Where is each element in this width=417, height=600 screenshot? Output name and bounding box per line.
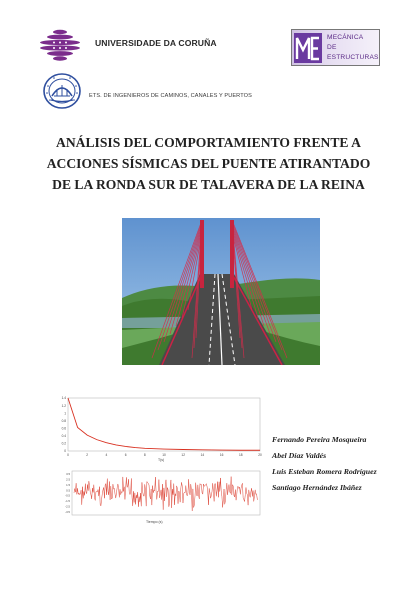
chart2-y-tick: -2.5: [65, 504, 70, 509]
ets-seal-icon: [42, 72, 82, 110]
chart2-x-label: Tiempo (s): [146, 520, 163, 524]
chart1-series-line: [68, 398, 260, 450]
chart1-y-tick: 1.4: [61, 396, 66, 401]
bridge-render-image: [122, 218, 320, 365]
chart1-x-tick: 6: [124, 453, 127, 457]
author-4: Santiago Hernández Ibáñez: [272, 483, 362, 492]
author-1: Fernando Pereira Mosqueira: [272, 435, 367, 444]
chart1-y-tick: 1.2: [61, 403, 66, 408]
university-name: UNIVERSIDADE DA CORUÑA: [95, 38, 217, 48]
chart1-x-tick: 0: [67, 453, 69, 457]
chart2-y-tick: 2.5: [66, 477, 70, 482]
me-logo-line-1: MECÁNICA: [327, 34, 364, 41]
chart1-x-tick: 20: [258, 453, 262, 457]
title-line-3: DE LA RONDA SUR DE TALAVERA DE LA REINA: [52, 177, 365, 192]
chart1-x-tick: 16: [219, 453, 224, 457]
chart2-y-tick: 0.5: [66, 488, 70, 493]
document-title: [20, 132, 397, 195]
chart1-x-tick: 4: [105, 453, 108, 457]
chart1-x-tick: 14: [200, 453, 205, 457]
me-logo: [291, 29, 380, 66]
me-logo-line-2: DE: [327, 44, 337, 51]
chart1-y-tick: 0.6: [61, 426, 66, 431]
chart1-y-tick: 1: [64, 411, 66, 416]
title-line-2: ACCIONES SÍSMICAS DEL PUENTE ATIRANTADO: [46, 156, 371, 171]
school-name: ETS. DE INGENIEROS DE CAMINOS, CANALES Y PUERTOS: [89, 93, 252, 99]
me-logo-line-3: ESTRUCTURAS: [327, 54, 379, 61]
accelerogram-chart: [60, 469, 263, 525]
author-3: Luis Esteban Romera Rodríguez: [272, 467, 377, 476]
title-line-1: ANÁLISIS DEL COMPORTAMIENTO FRENTE A: [56, 135, 361, 150]
chart1-frame: [68, 398, 260, 451]
udc-logo-icon: [38, 26, 82, 62]
chart2-y-tick: 1.5: [66, 482, 70, 487]
chart1-y-tick: 0.2: [61, 441, 66, 446]
author-list: [272, 435, 377, 499]
me-logo-icon: [294, 33, 322, 63]
chart1-x-tick: 2: [86, 453, 89, 457]
chart2-y-tick: -0.5: [65, 493, 70, 498]
chart2-series-line: [74, 477, 258, 511]
chart1-x-tick: 18: [239, 453, 243, 457]
chart1-x-label: T(s): [158, 458, 165, 462]
chart1-y-tick: 0.8: [61, 418, 66, 423]
chart2-y-tick: -3.5: [65, 510, 70, 514]
chart1-x-tick: 10: [162, 453, 166, 457]
chart1-y-tick: 0.4: [61, 434, 66, 439]
author-2: Abel Díaz Valdés: [272, 451, 327, 460]
spectrum-chart: [60, 396, 263, 462]
chart2-y-tick: -1.5: [65, 499, 70, 504]
chart2-y-tick: 3.5: [66, 472, 70, 476]
chart1-x-tick: 8: [143, 453, 146, 457]
chart1-x-tick: 12: [181, 453, 185, 457]
chart1-y-tick: 0: [64, 449, 66, 454]
